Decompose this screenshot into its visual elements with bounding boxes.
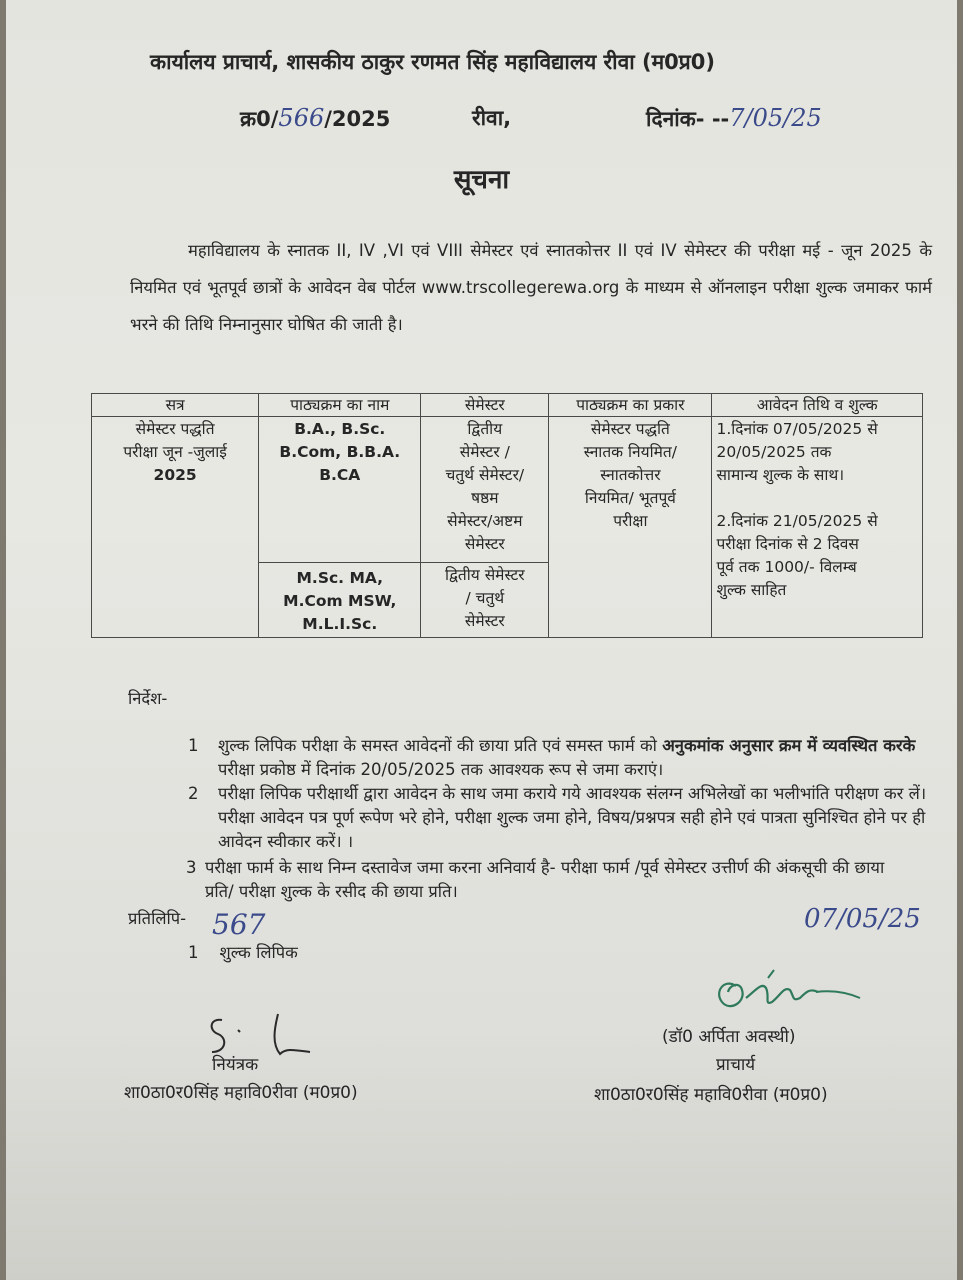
ref-prefix: क्र0/ [240, 107, 279, 131]
notice-body: महाविद्यालय के स्नातक II, IV ,VI एवं VIII सेमेस्टर एवं स्नातकोत्तर II एवं IV सेमेस्टर की परीक्षा मई - जून 2025 के नियमित एवं भूतपूर्व छात्रों के आवेदन वेब पोर्टल www.trscollegerewa.org के माध्यम से ऑनलाइन परीक्षा शुल्क जमाकर फार्म भरने की तिथि निम्नानुसार घोषित की जाती है। [130, 241, 932, 334]
copy-handwritten-number: 567 [212, 908, 266, 941]
direction-item-2: परीक्षा लिपिक परीक्षार्थी द्वारा आवेदन के साथ जमा कराये गये आवश्यक संलग्न अभिलेखों का भलीभांति परीक्षण कर लें। परीक्षा आवेदन पत्र पूर्ण रूपेण भरे होने, परीक्षा शुल्क जमा होने, विषय/प्रश्नपत्र सही होने एवं पात्रता सुनिश्चित होने पर ही आवेदन स्वीकार करें। । [218, 784, 927, 851]
copy-label: प्रतिलिपि- [128, 909, 187, 928]
reference-number [240, 104, 390, 133]
principal-org: शा0ठा0र0सिंह महावि0रीवा (म0प्र0) [594, 1085, 828, 1105]
table-row [92, 417, 923, 563]
notice-title: सूचना [453, 165, 510, 195]
direction-item-3: परीक्षा फार्म के साथ निम्न दस्तावेज जमा करना अनिवार्य है- परीक्षा फार्म /पूर्व सेमेस्टर उत्तीर्ण की अंकसूची की छाया प्रति/ परीक्षा शुल्क के रसीद की छाया प्रति। [205, 858, 885, 901]
principal-title: प्राचार्य [716, 1055, 756, 1075]
col-header: पाठ्यक्रम का प्रकार [549, 394, 712, 417]
controller-title: नियंत्रक [212, 1055, 259, 1075]
issue-date [646, 104, 822, 133]
ref-year: /2025 [324, 107, 391, 131]
direction-item-1: शुल्क लिपिक परीक्षा के समस्त आवेदनों की छाया प्रति एवं समस्त फार्म को अनुकमांक अनुसार क्रम में व्यवस्थित करके परीक्षा प्रकोष्ठ में दिनांक 20/05/2025 तक आवश्यक रूप से जमा कराएं। [218, 736, 916, 779]
handwritten-date: 07/05/25 [804, 904, 921, 934]
ug-course-cell: B.A., B.Sc. B.Com, B.B.A. B.CA [259, 417, 421, 563]
date-handwritten: 7/05/25 [729, 104, 822, 132]
controller-org: शा0ठा0र0सिंह महावि0रीवा (म0प्र0) [124, 1083, 358, 1103]
table-header-row [92, 394, 923, 417]
date-label: दिनांक- -- [646, 107, 730, 131]
direction-number: 3 [186, 858, 197, 877]
col-header: सत्र [92, 394, 259, 417]
direction-number: 2 [188, 784, 199, 803]
col-header: सेमेस्टर [421, 394, 549, 417]
course-type-cell: सेमेस्टर पद्धति स्नातक नियमित/ स्नातकोत्तर नियमित/ भूतपूर्व परीक्षा [549, 417, 712, 638]
col-header: आवेदन तिथि व शुल्क [712, 394, 923, 417]
ug-semester-cell: द्वितीय सेमेस्टर / चतुर्थ सेमेस्टर/ षष्ठम सेमेस्टर/अष्टम सेमेस्टर [421, 417, 549, 563]
ref-handwritten-number: 566 [278, 104, 325, 132]
session-cell: सेमेस्टर पद्धति परीक्षा जून -जुलाई 2025 [92, 417, 259, 638]
pg-semester-cell: द्वितीय सेमेस्टर / चतुर्थ सेमेस्टर [421, 563, 549, 638]
directions-title: निर्देश- [128, 689, 168, 708]
pg-course-cell: M.Sc. MA, M.Com MSW, M.L.I.Sc. [259, 563, 421, 638]
office-heading: कार्यालय प्राचार्य, शासकीय ठाकुर रणमत सिंह महाविद्यालय रीवा (म0प्र0) [150, 50, 715, 74]
fee-cell: 1.दिनांक 07/05/2025 से 20/05/2025 तक सामान्य शुल्क के साथ। 2.दिनांक 21/05/2025 से परीक्षा दिनांक से 2 दिवस पूर्व तक 1000/- विलम्ब शुल्क साहित [712, 417, 923, 638]
copy-item: 1 शुल्क लिपिक [188, 943, 298, 962]
direction-number: 1 [188, 736, 199, 755]
principal-name: (डॉ0 अर्पिता अवस्थी) [662, 1027, 796, 1047]
place: रीवा, [472, 106, 512, 130]
col-header: पाठ्यक्रम का नाम [259, 394, 421, 417]
schedule-table [91, 393, 923, 638]
principal-signature [706, 962, 866, 1024]
